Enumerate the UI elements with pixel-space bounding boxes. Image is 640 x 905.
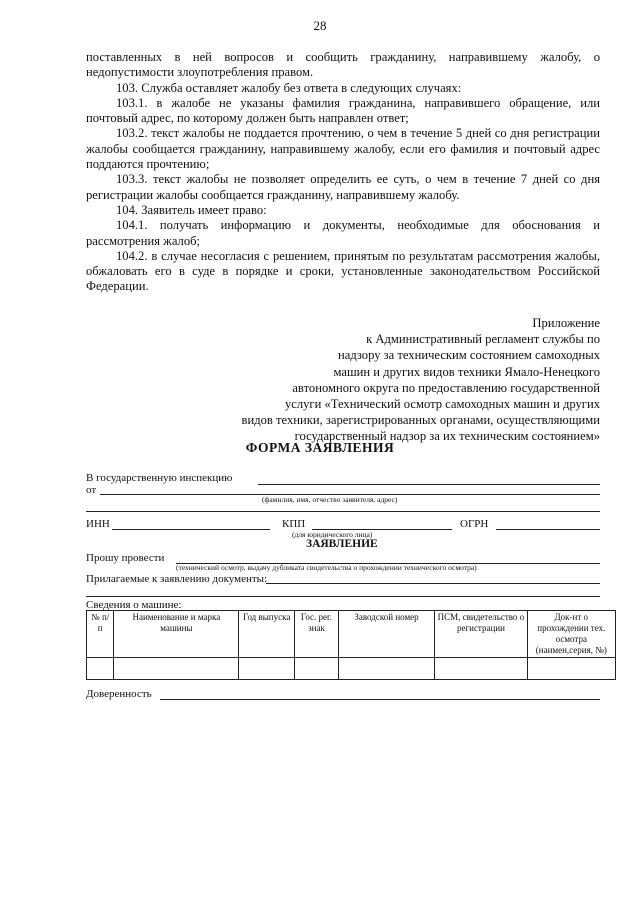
table-header-cell: № п/п: [87, 611, 114, 658]
statement-heading: ЗАЯВЛЕНИЕ: [306, 538, 378, 550]
appendix-line: видов техники, зарегистрированных органами, осуществляющими: [241, 413, 600, 428]
table-cell[interactable]: [338, 658, 434, 680]
attached-field[interactable]: [266, 583, 600, 584]
table-cell[interactable]: [435, 658, 527, 680]
table-cell[interactable]: [295, 658, 339, 680]
table-cell[interactable]: [527, 658, 615, 680]
machine-label: Сведения о машине:: [86, 599, 182, 611]
table-cell[interactable]: [114, 658, 239, 680]
inspection-field[interactable]: [258, 484, 600, 485]
address-field[interactable]: [86, 511, 600, 512]
appendix-line: автономного округа по предоставлению государственной: [292, 380, 600, 395]
paragraph: 104. Заявитель имеет право:: [116, 202, 267, 217]
body-text: [86, 50, 600, 295]
paragraph: 103.1. в жалобе не указаны фамилия гражданина, направившего обращение, или почтовый адрес, по которому должен быть направлен ответ;: [86, 95, 600, 126]
appendix-line: к Административный регламент службы по: [366, 332, 600, 347]
paragraph: 104.2. в случае несогласия с решением, принятым по результатам рассмотрения жалобы, обжаловать его в суде в порядке и сроки, установленные законодательством Российской Федерации.: [86, 248, 600, 294]
form-title: ФОРМА ЗАЯВЛЕНИЯ: [245, 440, 395, 455]
paragraph: 103.2. текст жалобы не поддается прочтению, о чем в течение 5 дней со дня регистрации жалобы сообщается гражданину, направившему жалобу, если его фамилия и почтовый адрес поддаются прочтению;: [86, 126, 600, 172]
table-header-cell: Док-нт о прохождении тех. осмотра (наимен,серия, №): [527, 611, 615, 658]
appendix-header: [160, 315, 600, 445]
appendix-line: Приложение: [532, 316, 600, 330]
table-header-cell: Гос. рег. знак: [295, 611, 339, 658]
ogrn-label: ОГРН: [460, 518, 489, 530]
table-header-cell: ПСМ, свидетельство о регистрации: [435, 611, 527, 658]
paragraph: 103. Служба оставляет жалобу без ответа в следующих случаях:: [116, 80, 462, 95]
legal-hint: (для юридического лица): [292, 530, 373, 539]
from-label: от: [86, 484, 97, 496]
table-row: [87, 658, 616, 680]
paragraph: поставленных в ней вопросов и сообщить гражданину, направившему жалобу, о недопустимости злоупотребления правом.: [86, 50, 600, 80]
appendix-line: услуги «Технический осмотр самоходных машин и других: [284, 397, 600, 412]
inspection-label: В государственную инспекцию: [86, 472, 233, 484]
proxy-label: Доверенность: [86, 688, 152, 700]
table-header-cell: Заводской номер: [338, 611, 434, 658]
attached-label: Прилагаемые к заявлению документы:: [86, 573, 268, 585]
proxy-field[interactable]: [160, 699, 600, 700]
table-cell[interactable]: [239, 658, 295, 680]
appendix-line: государственный надзор за их техническим состоянием»: [294, 429, 600, 444]
appendix-line: машин и других видов техники Ямало-Ненецкого: [333, 364, 600, 379]
paragraph: 103.3. текст жалобы не позволяет определить ее суть, о чем в течение 7 дней со дня регистрации жалобы сообщается гражданину, направившему жалобу.: [86, 172, 600, 202]
appendix-line: надзору за техническим состоянием самоходных: [338, 348, 600, 363]
page-number: 28: [313, 18, 327, 33]
machine-table: [86, 610, 616, 680]
request-label: Прошу провести: [86, 552, 165, 564]
table-header-cell: Год выпуска: [239, 611, 295, 658]
attached-field-2[interactable]: [86, 596, 600, 597]
paragraph: 104.1. получать информацию и документы, необходимые для обоснования и рассмотрения жалоб;: [86, 218, 600, 248]
request-hint: (технический осмотр, выдачу дубликата свидетельства о прохождении технического осмотра): [176, 563, 477, 572]
table-header-row: [87, 611, 616, 658]
applicant-hint: (фамилия, имя, отчество заявителя, адрес): [262, 495, 398, 504]
table-header-cell: Наименование и марка машины: [114, 611, 239, 658]
inn-field[interactable]: [112, 529, 270, 530]
ogrn-field[interactable]: [496, 529, 600, 530]
kpp-label: КПП: [282, 518, 306, 530]
table-cell[interactable]: [87, 658, 114, 680]
inn-label: ИНН: [86, 518, 110, 530]
